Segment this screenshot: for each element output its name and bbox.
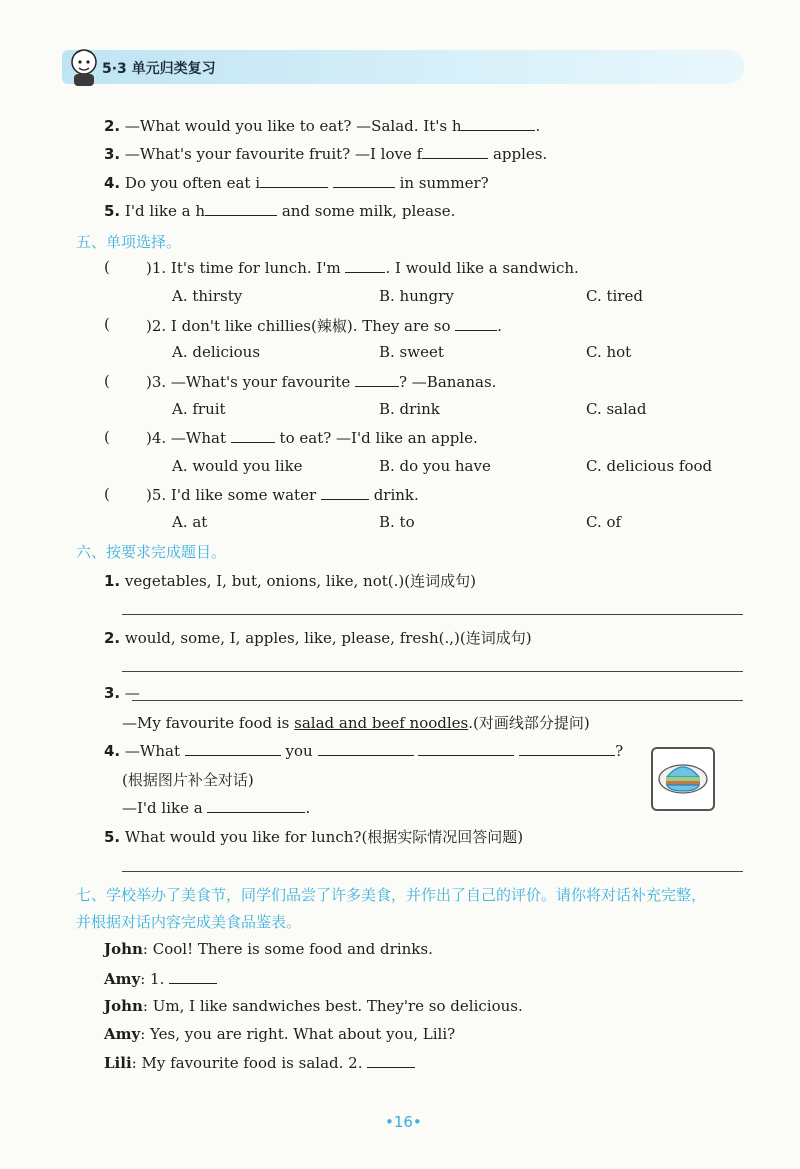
part6-q1: 1. vegetables, I, but, onions, like, not(.)(连词成句) bbox=[104, 572, 476, 590]
blank[interactable] bbox=[207, 798, 305, 813]
option-b: B. do you have bbox=[379, 457, 491, 475]
blank[interactable] bbox=[185, 741, 281, 756]
dialog-line: John: Um, I like sandwiches best. They're so delicious. bbox=[104, 997, 523, 1015]
option-b: B. drink bbox=[379, 400, 440, 418]
header-title: 5·3 单元归类复习 bbox=[102, 61, 216, 77]
question-stem: )3. —What's your favourite ? —Bananas. bbox=[146, 373, 497, 391]
part4-q2: 2. —What would you like to eat? —Salad. It's h . bbox=[104, 117, 541, 135]
part6-q3-answer: —My favourite food is salad and beef noodles.(对画线部分提问) bbox=[122, 714, 590, 732]
blank[interactable] bbox=[318, 741, 414, 756]
answer-paren[interactable]: ( bbox=[104, 485, 110, 503]
answer-paren[interactable]: ( bbox=[104, 258, 110, 276]
page-number: •16• bbox=[385, 1113, 422, 1131]
blank[interactable] bbox=[519, 741, 615, 756]
part6-q2: 2. would, some, I, apples, like, please, fresh(.,)(连词成句) bbox=[104, 629, 532, 647]
part4-q3: 3. —What's your favourite fruit? —I love f apples. bbox=[104, 145, 548, 163]
dialog-line: Amy: 1. bbox=[104, 969, 217, 988]
answer-line[interactable] bbox=[122, 614, 743, 615]
option-c: C. tired bbox=[586, 287, 643, 305]
blank[interactable] bbox=[260, 173, 328, 188]
question-stem: )4. —What to eat? —I'd like an apple. bbox=[146, 429, 478, 447]
blank[interactable] bbox=[367, 1053, 415, 1068]
option-c: C. of bbox=[586, 513, 622, 531]
option-c: C. hot bbox=[586, 343, 632, 361]
option-a: A. would you like bbox=[172, 457, 303, 475]
option-b: B. to bbox=[379, 513, 415, 531]
option-a: A. thirsty bbox=[172, 287, 243, 305]
section-title-6: 六、按要求完成题目。 bbox=[76, 543, 227, 561]
dialog-line: John: Cool! There is some food and drinks. bbox=[104, 940, 433, 958]
answer-line[interactable] bbox=[132, 700, 743, 701]
answer-paren[interactable]: ( bbox=[104, 372, 110, 390]
answer-paren[interactable]: ( bbox=[104, 428, 110, 446]
option-b: B. hungry bbox=[379, 287, 454, 305]
blank[interactable] bbox=[422, 144, 488, 159]
blank[interactable] bbox=[333, 173, 395, 188]
section-title-7: 七、学校举办了美食节，同学们品尝了许多美食，并作出了自己的评价。请你将对话补充完整， bbox=[76, 886, 707, 904]
blank[interactable] bbox=[418, 741, 514, 756]
option-c: C. delicious food bbox=[586, 457, 713, 475]
part6-q5: 5. What would you like for lunch?(根据实际情况回答问题) bbox=[104, 828, 524, 846]
question-stem: )5. I'd like some water drink. bbox=[146, 486, 419, 504]
question-stem: )2. I don't like chillies(辣椒). They are so . bbox=[146, 317, 503, 335]
blank[interactable] bbox=[169, 969, 217, 984]
section-title-5: 五、单项选择。 bbox=[76, 233, 182, 251]
option-a: A. fruit bbox=[172, 400, 226, 418]
option-b: B. sweet bbox=[379, 343, 444, 361]
part4-q4: 4. Do you often eat i in summer? bbox=[104, 174, 489, 192]
burger-picture bbox=[651, 747, 715, 811]
question-stem: )1. It's time for lunch. I'm . I would like a sandwich. bbox=[146, 259, 579, 277]
mascot-icon bbox=[66, 44, 102, 88]
option-c: C. salad bbox=[586, 400, 647, 418]
dialog-line: Amy: Yes, you are right. What about you, Lili? bbox=[104, 1025, 456, 1043]
answer-paren[interactable]: ( bbox=[104, 315, 110, 333]
answer-line[interactable] bbox=[122, 671, 743, 672]
part6-q3: 3. — bbox=[104, 684, 140, 702]
burger-icon bbox=[653, 749, 713, 809]
blank[interactable] bbox=[461, 116, 535, 131]
part6-q4-reply: —I'd like a . bbox=[122, 799, 311, 817]
part6-q4-hint: (根据图片补全对话) bbox=[122, 771, 254, 789]
part6-q4: 4. —What you ? bbox=[104, 742, 624, 760]
part4-q5: 5. I'd like a h and some milk, please. bbox=[104, 202, 456, 220]
answer-line[interactable] bbox=[122, 871, 743, 872]
dialog-line: Lili: My favourite food is salad. 2. bbox=[104, 1053, 415, 1072]
blank[interactable] bbox=[205, 201, 277, 216]
section-title-7-cont: 并根据对话内容完成美食品鉴表。 bbox=[76, 913, 302, 931]
option-a: A. delicious bbox=[172, 343, 261, 361]
option-a: A. at bbox=[172, 513, 208, 531]
